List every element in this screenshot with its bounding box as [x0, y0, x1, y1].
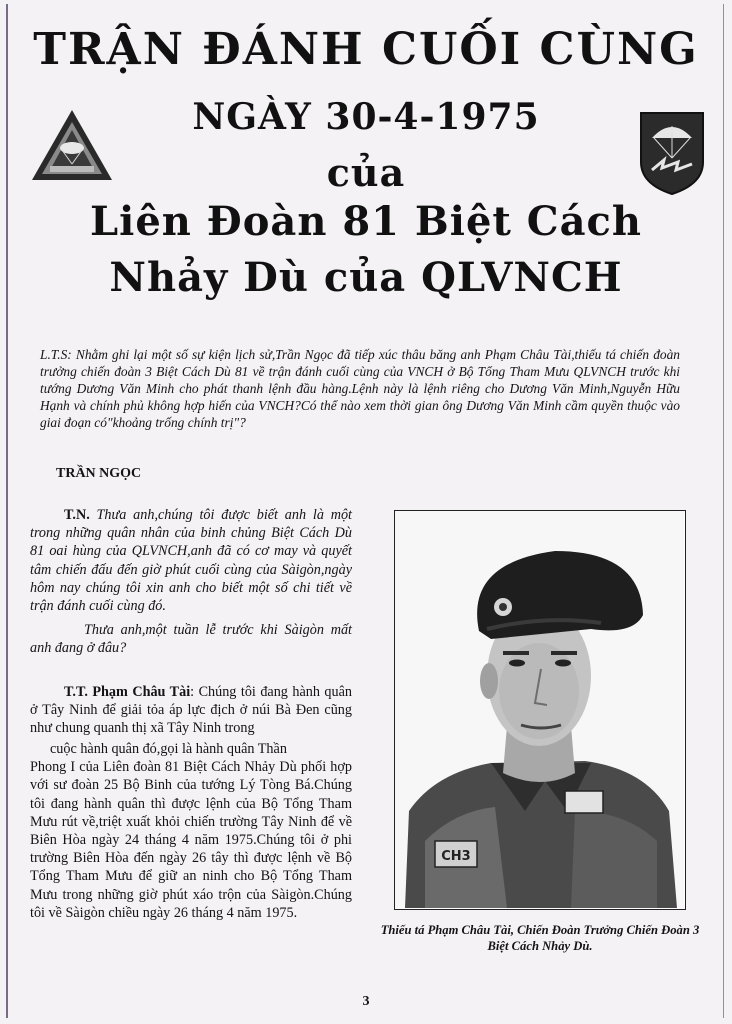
- interview-answer-1: [30, 683, 352, 738]
- interview-question-2: Thưa anh,một tuần lễ trước khi Sàigòn mất anh đang ở đâu?: [30, 622, 352, 657]
- airborne-triangle-emblem-icon: [30, 108, 114, 184]
- headline-line-3: của: [326, 150, 406, 195]
- insignia-text: CH3: [441, 849, 471, 864]
- interview-answer-2: [30, 740, 352, 922]
- question-1-text: Thưa anh,chúng tôi được biết anh là một trong những quân nhân của binh chủng Biệt Cách Dù 81 oai hùng của QLVNCH,anh đã có cơ may và quyết tâm chiến đấu đến giờ phút cuối cùng của Sàigòn,ngày hôm nay chúng tôi xin anh cho biết một số chi tiết về trận đánh cuối cùng đó.: [30, 507, 352, 615]
- photo-caption: Thiếu tá Phạm Châu Tài, Chiến Đoàn Trưởng Chiến Đoàn 3 Biệt Cách Nhảy Dù.: [380, 923, 700, 953]
- answer-2-first-line: cuộc hành quân đó,gọi là hành quân Thần: [50, 741, 287, 757]
- editor-note: L.T.S: Nhằm ghi lại một số sự kiện lịch sử,Trần Ngọc đã tiếp xúc thâu băng anh Phạm Châu Tài,thiếu tá chiến đoàn trưởng chiến đoàn 3 Biệt Cách Dù 81 về trận đánh cuối cùng của VNCH ở Bộ Tổng Tham Mưu QLVNCH trước khi tướng Dương Văn Minh cho phát thanh lệnh đầu hàng.Lệnh này là lệnh riêng cho Dương Văn Minh,Nguyễn Hữu Hạnh và chính phủ không hợp hiến của VNCH?Có thể nào xem thời gian ông Dương Văn Minh cầm quyền thuộc vào giai đoạn có"khoảng trống chính trị"?: [40, 347, 680, 430]
- headline-line-1: TRẬN ĐÁNH CUỐI CÙNG: [33, 24, 699, 75]
- headline-line-2: NGÀY 30-4-1975: [192, 96, 540, 138]
- author-byline: TRẦN NGỌC: [56, 466, 142, 481]
- answer-1-text: : Chúng tôi đang hành quân ở Tây Ninh để giải tỏa áp lực địch ở núi Bà Đen cũng như chung quanh thị xã Tây Ninh trong: [30, 684, 352, 737]
- question-label: T.N.: [64, 507, 90, 523]
- headline-line-4: Liên Đoàn 81 Biệt Cách: [90, 198, 642, 245]
- portrait-photo: [394, 510, 686, 910]
- parachute-shield-emblem-icon: [638, 110, 706, 196]
- headline-line-5: Nhảy Dù của QLVNCH: [109, 254, 623, 301]
- interview-question-1: [30, 506, 352, 615]
- answer-2-text: Phong I của Liên đoàn 81 Biệt Cách Nhảy Dù phối hợp với sư đoàn 25 Bộ Binh của tướng Lý Tòng Bá.Chúng tôi đang hành quân thì được lệnh của Bộ Tổng Tham Mưu rút về,triệt xuất khỏi chiến trường Tây Ninh để về Biên Hòa ngày 24 tháng 4 năm 1975.Chúng tôi ở phi trường Biên Hòa đến ngày 26 tây thì được lệnh về Bộ Tổng Tham Mưu để giữ an ninh cho Bộ Tổng Tham Mưu trong những giờ phút xáo trộn của Sàigòn.Chúng tôi về Sàigòn chiều ngày 26 tháng 4 năm 1975.: [30, 759, 352, 921]
- page-number: 3: [362, 994, 370, 1009]
- answer-label: T.T. Phạm Châu Tài: [64, 684, 191, 700]
